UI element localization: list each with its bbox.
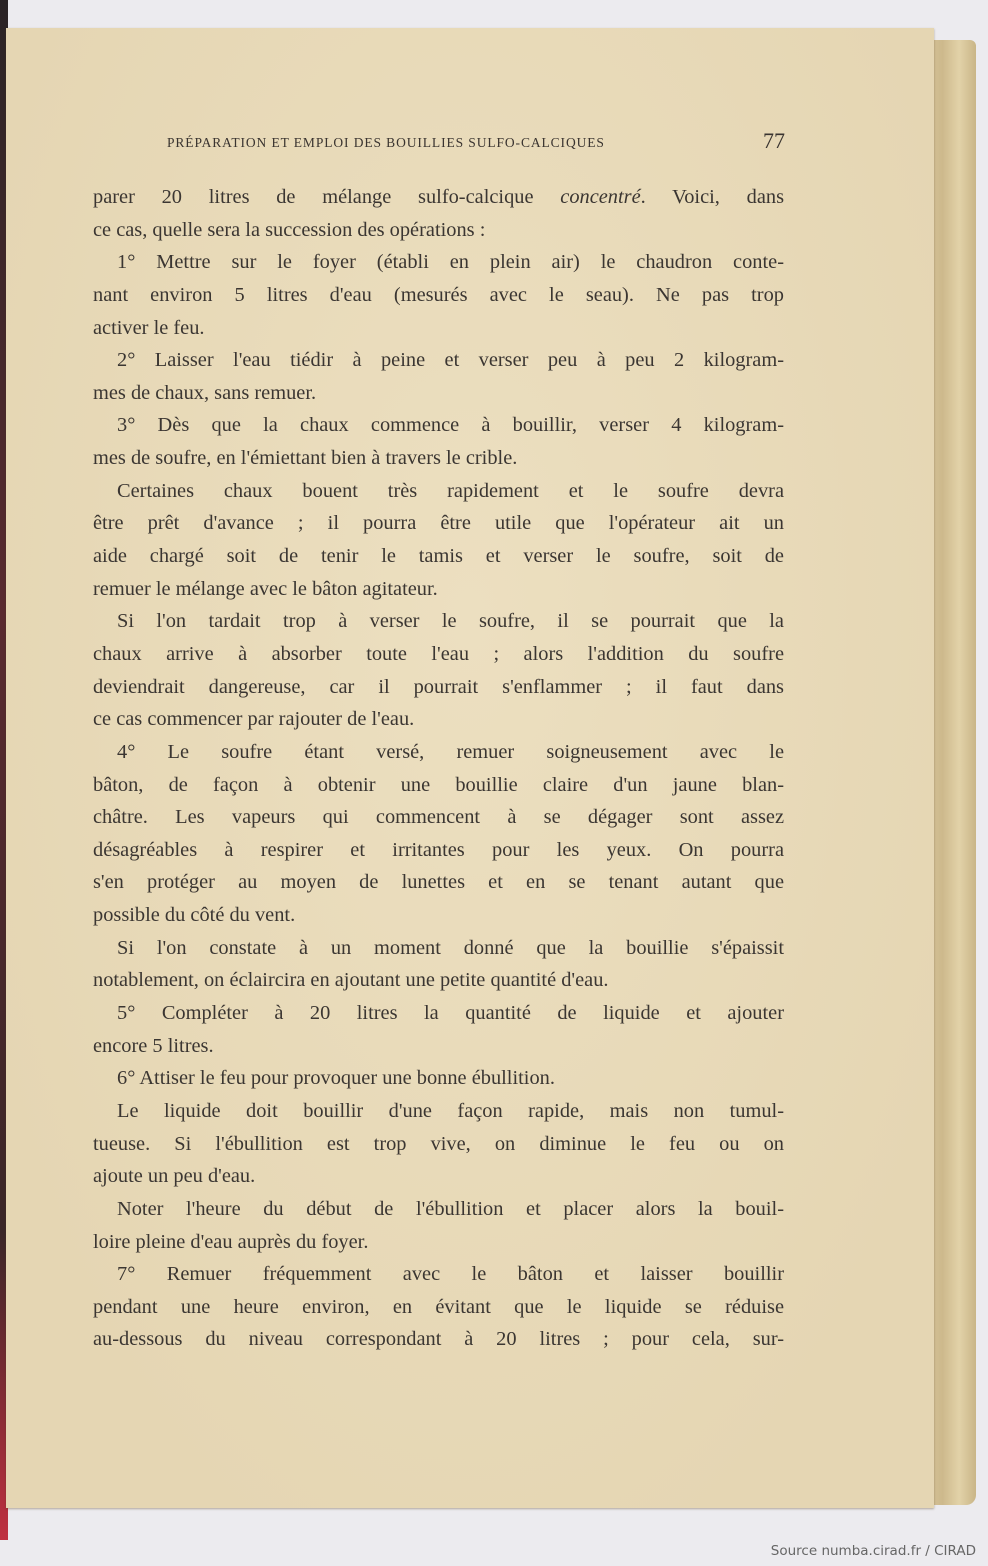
text-line: ce cas commencer par rajouter de l'eau. xyxy=(93,708,415,731)
text-line: nant environ 5 litres d'eau (mesurés avec le seau). Ne pas trop xyxy=(93,283,784,306)
page-body-text xyxy=(93,181,784,1356)
text-line: mes de soufre, en l'émiettant bien à travers le crible. xyxy=(93,447,518,470)
text-line: Noter l'heure du début de l'ébullition et placer alors la bouil- xyxy=(117,1197,784,1220)
paragraph xyxy=(93,246,784,344)
text-line: 3° Dès que la chaux commence à bouillir, verser 4 kilogram- xyxy=(117,414,784,437)
text-line: Si l'on constate à un moment donné que la bouillie s'épaissit xyxy=(117,936,784,959)
text-line: remuer le mélange avec le bâton agitateur. xyxy=(93,577,438,600)
text-line: 7° Remuer fréquemment avec le bâton et laisser bouillir xyxy=(117,1263,784,1286)
paragraph xyxy=(93,181,784,246)
text-line: aide chargé soit de tenir le tamis et verser le soufre, soit de xyxy=(93,545,784,568)
text-line: châtre. Les vapeurs qui commencent à se dégager sont assez xyxy=(93,806,784,829)
text-line: loire pleine d'eau auprès du foyer. xyxy=(93,1230,369,1253)
running-header xyxy=(167,128,785,156)
paragraph xyxy=(93,1193,784,1258)
text-line: Le liquide doit bouillir d'une façon rapide, mais non tumul- xyxy=(117,1099,784,1122)
text-line: être prêt d'avance ; il pourra être utile que l'opérateur ait un xyxy=(93,512,784,535)
paragraph xyxy=(93,997,784,1062)
paragraph xyxy=(93,475,784,606)
text-line: parer 20 litres de mélange sulfo-calcique concentré. Voici, dans xyxy=(93,186,784,208)
text-line: ce cas, quelle sera la succession des opérations : xyxy=(93,218,486,241)
text-line: s'en protéger au moyen de lunettes et en se tenant autant que xyxy=(93,871,784,894)
paragraph xyxy=(93,344,784,409)
text-line: Si l'on tardait trop à verser le soufre, il se pourrait que la xyxy=(117,610,784,633)
text-line: ajoute un peu d'eau. xyxy=(93,1165,256,1188)
text-line: pendant une heure environ, en évitant que le liquide se réduise xyxy=(93,1295,784,1318)
text-line: bâton, de façon à obtenir une bouillie claire d'un jaune blan- xyxy=(93,773,784,796)
paragraph xyxy=(93,1095,784,1193)
text-line: Certaines chaux bouent très rapidement et le soufre devra xyxy=(117,479,784,502)
text-line: chaux arrive à absorber toute l'eau ; alors l'addition du soufre xyxy=(93,642,784,665)
paragraph xyxy=(93,409,784,474)
text-line: possible du côté du vent. xyxy=(93,904,296,927)
text-line: notablement, on éclaircira en ajoutant une petite quantité d'eau. xyxy=(93,969,609,992)
text-line: 1° Mettre sur le foyer (établi en plein air) le chaudron conte- xyxy=(117,251,784,274)
text-line: 6° Attiser le feu pour provoquer une bonne ébullition. xyxy=(117,1067,555,1090)
text-line: encore 5 litres. xyxy=(93,1034,214,1057)
paragraph xyxy=(93,932,784,997)
text-line: 2° Laisser l'eau tiédir à peine et verser peu à peu 2 kilogram- xyxy=(117,349,784,372)
text-line: tueuse. Si l'ébullition est trop vive, on diminue le feu ou on xyxy=(93,1132,784,1155)
italic-word: concentré xyxy=(560,186,641,208)
text-line: désagréables à respirer et irritantes pour les yeux. On pourra xyxy=(93,838,784,861)
paragraph xyxy=(93,1258,784,1356)
text-line: 4° Le soufre étant versé, remuer soigneusement avec le xyxy=(117,740,784,763)
text-line: mes de chaux, sans remuer. xyxy=(93,381,317,404)
text-line: activer le feu. xyxy=(93,316,205,339)
page-number: 77 xyxy=(763,128,785,153)
text-line: 5° Compléter à 20 litres la quantité de liquide et ajouter xyxy=(117,1002,784,1025)
text-line: au-dessous du niveau correspondant à 20 litres ; pour cela, sur- xyxy=(93,1328,784,1351)
paragraph xyxy=(93,605,784,736)
text-line: deviendrait dangereuse, car il pourrait s'enflammer ; il faut dans xyxy=(93,675,784,698)
paragraph xyxy=(93,1062,784,1095)
paragraph xyxy=(93,736,784,932)
source-credit: Source numba.cirad.fr / CIRAD xyxy=(770,1543,976,1559)
running-header-title: PRÉPARATION ET EMPLOI DES BOUILLIES SULFO-CALCIQUES xyxy=(167,135,605,150)
